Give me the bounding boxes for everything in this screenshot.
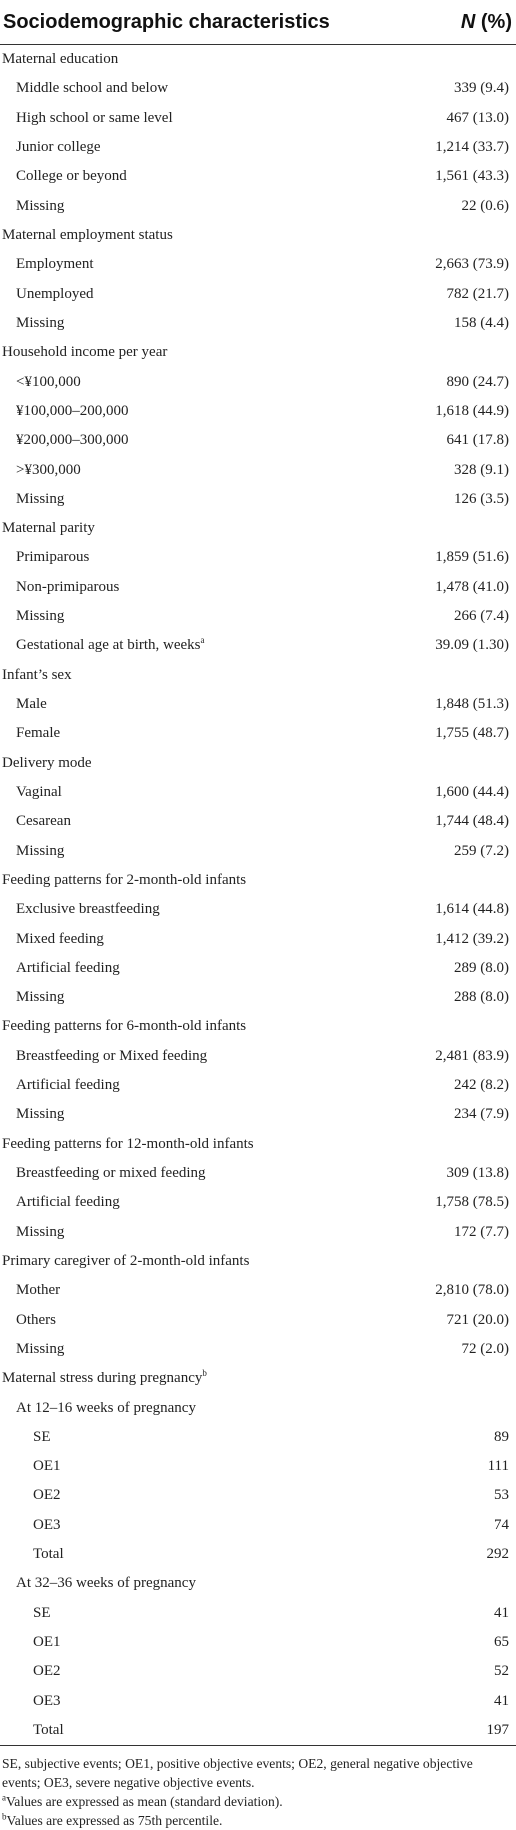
row-label-cell bbox=[0, 778, 380, 807]
row-label: Mixed feeding bbox=[16, 930, 104, 947]
table-row bbox=[0, 1657, 516, 1686]
footnote-a bbox=[2, 1792, 514, 1811]
footnote-marker: b bbox=[202, 1368, 207, 1379]
table-row bbox=[0, 426, 516, 455]
row-value bbox=[380, 45, 516, 75]
footnote-b-text: Values are expressed as 75th percentile. bbox=[6, 1813, 223, 1829]
table-row bbox=[0, 1335, 516, 1364]
row-value: 1,758 (78.5) bbox=[435, 1194, 509, 1211]
row-label-cell bbox=[0, 309, 380, 338]
row-label-cell bbox=[0, 924, 380, 953]
row-label: Missing bbox=[16, 490, 65, 507]
row-label-cell bbox=[0, 1012, 380, 1041]
row-label: Missing bbox=[16, 314, 65, 331]
table-row bbox=[0, 954, 516, 983]
row-value: 2,481 (83.9) bbox=[435, 1047, 509, 1064]
row-label-cell bbox=[0, 954, 380, 983]
row-value: 2,663 (73.9) bbox=[435, 256, 509, 273]
row-value bbox=[380, 1569, 516, 1598]
row-label-cell bbox=[0, 1335, 380, 1364]
table-row bbox=[0, 367, 516, 396]
row-label-cell bbox=[0, 514, 380, 543]
table-row bbox=[0, 74, 516, 103]
row-value: 197 bbox=[380, 1716, 516, 1746]
table-row bbox=[0, 1716, 516, 1746]
row-label-cell bbox=[0, 1393, 380, 1422]
table-row bbox=[0, 192, 516, 221]
table-row bbox=[0, 1159, 516, 1188]
row-label: OE2 bbox=[33, 1663, 61, 1680]
row-label: Total bbox=[33, 1721, 64, 1738]
table-row bbox=[0, 1481, 516, 1510]
row-label-cell bbox=[0, 192, 380, 221]
row-value: 1,412 (39.2) bbox=[435, 930, 509, 947]
row-label: ¥200,000–300,000 bbox=[16, 432, 129, 449]
row-label: Feeding patterns for 2-month-old infants bbox=[2, 871, 247, 888]
row-label-cell bbox=[0, 455, 380, 484]
table-row bbox=[0, 807, 516, 836]
row-label-cell bbox=[0, 1071, 380, 1100]
row-label: Others bbox=[16, 1311, 56, 1328]
table-row bbox=[0, 719, 516, 748]
row-value: 721 (20.0) bbox=[446, 1311, 509, 1328]
row-label: ¥100,000–200,000 bbox=[16, 402, 129, 419]
row-label-cell bbox=[0, 1540, 380, 1569]
row-label: Feeding patterns for 6-month-old infants bbox=[2, 1018, 247, 1035]
table-header-row bbox=[0, 0, 516, 45]
row-label-cell bbox=[0, 1100, 380, 1129]
table-row bbox=[0, 133, 516, 162]
table-row bbox=[0, 1071, 516, 1100]
table-row bbox=[0, 778, 516, 807]
table-row bbox=[0, 602, 516, 631]
table-row bbox=[0, 983, 516, 1012]
row-value: 65 bbox=[494, 1634, 509, 1651]
row-value: 1,561 (43.3) bbox=[435, 168, 509, 185]
row-label: Employment bbox=[16, 256, 94, 273]
table-group-row bbox=[0, 221, 516, 250]
row-value: 266 (7.4) bbox=[454, 608, 509, 625]
row-label: >¥300,000 bbox=[16, 461, 81, 478]
table-group-row bbox=[0, 1569, 516, 1598]
row-label: Artificial feeding bbox=[16, 1194, 120, 1211]
row-label-cell bbox=[0, 631, 380, 660]
row-label: OE3 bbox=[33, 1516, 61, 1533]
table-row bbox=[0, 280, 516, 309]
row-value: 890 (24.7) bbox=[446, 373, 509, 390]
row-value: 1,618 (44.9) bbox=[435, 402, 509, 419]
row-label: College or beyond bbox=[16, 168, 127, 185]
row-label-cell bbox=[0, 250, 380, 279]
row-label: Junior college bbox=[16, 139, 101, 156]
row-value: 234 (7.9) bbox=[454, 1106, 509, 1123]
row-value: 1,848 (51.3) bbox=[435, 696, 509, 713]
row-label: Missing bbox=[16, 1106, 65, 1123]
row-label: SE bbox=[33, 1604, 51, 1621]
row-label-cell bbox=[0, 485, 380, 514]
row-value bbox=[380, 661, 516, 690]
row-value: 1,614 (44.8) bbox=[435, 901, 509, 918]
row-label-cell bbox=[0, 895, 380, 924]
row-label: At 32–36 weeks of pregnancy bbox=[16, 1575, 196, 1592]
row-label: Total bbox=[33, 1546, 64, 1563]
row-label-cell bbox=[0, 1188, 380, 1217]
row-label-cell bbox=[0, 836, 380, 865]
row-value bbox=[380, 749, 516, 778]
row-value bbox=[380, 1364, 516, 1393]
column-header-characteristics: Sociodemographic characteristics bbox=[0, 0, 380, 45]
row-label: OE3 bbox=[33, 1692, 61, 1709]
row-value: 292 bbox=[486, 1546, 509, 1563]
row-value: 782 (21.7) bbox=[446, 285, 509, 302]
row-label: OE1 bbox=[33, 1634, 61, 1651]
row-value: 339 (9.4) bbox=[454, 80, 509, 97]
table-body bbox=[0, 45, 516, 1746]
row-label-cell bbox=[0, 1159, 380, 1188]
row-label: Vaginal bbox=[16, 783, 62, 800]
row-label-cell bbox=[0, 1276, 380, 1305]
row-label: Maternal stress during pregnancy bbox=[2, 1370, 203, 1387]
row-label: Maternal employment status bbox=[2, 227, 173, 244]
row-label: Breastfeeding or mixed feeding bbox=[16, 1165, 206, 1182]
row-label-cell bbox=[0, 367, 380, 396]
row-value: 1,478 (41.0) bbox=[435, 578, 509, 595]
row-value bbox=[380, 221, 516, 250]
footnote-a-text: Values are expressed as mean (standard deviation). bbox=[6, 1794, 283, 1810]
row-label-cell bbox=[0, 1657, 380, 1686]
row-value: 309 (13.8) bbox=[446, 1165, 509, 1182]
row-value bbox=[380, 514, 516, 543]
table-row bbox=[0, 1628, 516, 1657]
row-value: 172 (7.7) bbox=[454, 1223, 509, 1240]
row-label-cell bbox=[0, 1423, 380, 1452]
row-label-cell bbox=[0, 1569, 380, 1598]
footnote-b bbox=[2, 1811, 514, 1830]
table-row bbox=[0, 1423, 516, 1452]
table-row bbox=[0, 455, 516, 484]
table-row bbox=[0, 690, 516, 719]
row-label-cell bbox=[0, 280, 380, 309]
row-label-cell bbox=[0, 426, 380, 455]
row-value: 242 (8.2) bbox=[454, 1077, 509, 1094]
row-label-cell bbox=[0, 719, 380, 748]
row-label-cell bbox=[0, 1599, 380, 1628]
table-row bbox=[0, 1042, 516, 1071]
row-value: 1,755 (48.7) bbox=[435, 725, 509, 742]
row-value bbox=[380, 1393, 516, 1422]
row-value: 1,859 (51.6) bbox=[435, 549, 509, 566]
row-label-cell bbox=[0, 397, 380, 426]
row-value: 289 (8.0) bbox=[454, 959, 509, 976]
row-value: 288 (8.0) bbox=[454, 989, 509, 1006]
row-value bbox=[380, 1012, 516, 1041]
table-row bbox=[0, 1100, 516, 1129]
row-label: Gestational age at birth, weeks bbox=[16, 637, 201, 654]
row-label: Missing bbox=[16, 1340, 65, 1357]
row-label: Missing bbox=[16, 842, 65, 859]
row-label-cell bbox=[0, 1218, 380, 1247]
table-row bbox=[0, 631, 516, 660]
footnote-b-mark: b bbox=[2, 1811, 7, 1822]
row-label: Delivery mode bbox=[2, 754, 92, 771]
row-value: 53 bbox=[494, 1487, 509, 1504]
row-value: 22 (0.6) bbox=[461, 197, 509, 214]
table-group-row bbox=[0, 45, 516, 75]
row-label-cell bbox=[0, 661, 380, 690]
row-value: 52 bbox=[494, 1663, 509, 1680]
row-label: Artificial feeding bbox=[16, 1077, 120, 1094]
row-label: Unemployed bbox=[16, 285, 94, 302]
table-row bbox=[0, 1188, 516, 1217]
row-label: Missing bbox=[16, 608, 65, 625]
row-label-cell bbox=[0, 133, 380, 162]
row-value: 2,810 (78.0) bbox=[435, 1282, 509, 1299]
row-label-cell bbox=[0, 1452, 380, 1481]
row-label-cell bbox=[0, 162, 380, 191]
row-label-cell bbox=[0, 807, 380, 836]
row-label-cell bbox=[0, 1481, 380, 1510]
row-label-cell bbox=[0, 602, 380, 631]
row-label: OE1 bbox=[33, 1458, 61, 1475]
row-label-cell bbox=[0, 1042, 380, 1071]
row-label-cell bbox=[0, 338, 380, 367]
table-group-row bbox=[0, 866, 516, 895]
row-label: Maternal education bbox=[2, 51, 119, 68]
row-value: 72 (2.0) bbox=[461, 1340, 509, 1357]
table-group-row bbox=[0, 1364, 516, 1393]
row-label: <¥100,000 bbox=[16, 373, 81, 390]
row-value: 41 bbox=[494, 1692, 509, 1709]
table-row bbox=[0, 543, 516, 572]
table-group-row bbox=[0, 338, 516, 367]
row-value: 259 (7.2) bbox=[454, 842, 509, 859]
row-label: Feeding patterns for 12-month-old infants bbox=[2, 1135, 254, 1152]
row-label: Missing bbox=[16, 197, 65, 214]
row-label-cell bbox=[0, 1364, 380, 1393]
row-label-cell bbox=[0, 45, 380, 75]
row-value: 1,600 (44.4) bbox=[435, 783, 509, 800]
row-value: 126 (3.5) bbox=[454, 490, 509, 507]
row-value: 641 (17.8) bbox=[446, 432, 509, 449]
table-row bbox=[0, 1305, 516, 1334]
row-label-cell bbox=[0, 690, 380, 719]
row-value: 467 (13.0) bbox=[446, 109, 509, 126]
table-row bbox=[0, 309, 516, 338]
column-header-percent: (%) bbox=[475, 10, 512, 33]
row-label-cell bbox=[0, 74, 380, 103]
row-label-cell bbox=[0, 1247, 380, 1276]
row-value: 328 (9.1) bbox=[454, 461, 509, 478]
row-label: Missing bbox=[16, 989, 65, 1006]
table-row bbox=[0, 1511, 516, 1540]
table-group-row bbox=[0, 1130, 516, 1159]
row-label-cell bbox=[0, 1305, 380, 1334]
row-label: Primiparous bbox=[16, 549, 90, 566]
row-label: Exclusive breastfeeding bbox=[16, 901, 160, 918]
row-label: Missing bbox=[16, 1223, 65, 1240]
table-row bbox=[0, 1218, 516, 1247]
row-label-cell bbox=[0, 1511, 380, 1540]
row-value: 111 bbox=[487, 1458, 509, 1475]
row-label: Household income per year bbox=[2, 344, 168, 361]
row-label-cell bbox=[0, 749, 380, 778]
row-label: At 12–16 weeks of pregnancy bbox=[16, 1399, 196, 1416]
row-label-cell bbox=[0, 104, 380, 133]
row-label-cell bbox=[0, 1687, 380, 1716]
footnote-a-mark: a bbox=[2, 1792, 6, 1803]
row-label-cell bbox=[0, 866, 380, 895]
table-footnotes bbox=[0, 1746, 516, 1830]
row-label-cell bbox=[0, 543, 380, 572]
table-row bbox=[0, 162, 516, 191]
column-header-n: N bbox=[460, 10, 476, 33]
table-group-row bbox=[0, 1247, 516, 1276]
table-row bbox=[0, 1276, 516, 1305]
table-row bbox=[0, 104, 516, 133]
table-row bbox=[0, 485, 516, 514]
table-group-row bbox=[0, 749, 516, 778]
row-label: Middle school and below bbox=[16, 80, 169, 97]
table-row bbox=[0, 1452, 516, 1481]
row-label: Male bbox=[16, 696, 47, 713]
table-row bbox=[0, 250, 516, 279]
row-label: SE bbox=[33, 1428, 51, 1445]
row-label-cell bbox=[0, 1716, 380, 1746]
row-label: Breastfeeding or Mixed feeding bbox=[16, 1047, 208, 1064]
table-group-row bbox=[0, 661, 516, 690]
row-label: Primary caregiver of 2-month-old infants bbox=[2, 1252, 250, 1269]
table-row bbox=[0, 1540, 516, 1569]
row-value bbox=[380, 338, 516, 367]
table-group-row bbox=[0, 514, 516, 543]
row-label: Maternal parity bbox=[2, 520, 95, 537]
table-row bbox=[0, 1599, 516, 1628]
table-row bbox=[0, 397, 516, 426]
table-row bbox=[0, 924, 516, 953]
row-label-cell bbox=[0, 983, 380, 1012]
row-value: 158 (4.4) bbox=[454, 314, 509, 331]
row-value bbox=[380, 1247, 516, 1276]
footnote-abbreviations: SE, subjective events; OE1, positive objective events; OE2, general negative objective events; OE3, severe negative objective events. bbox=[2, 1756, 473, 1791]
row-value: 89 bbox=[494, 1428, 509, 1445]
row-label-cell bbox=[0, 1130, 380, 1159]
row-label: Mother bbox=[16, 1282, 61, 1299]
row-value bbox=[380, 1130, 516, 1159]
row-label: Infant’s sex bbox=[2, 666, 72, 683]
row-value: 74 bbox=[494, 1516, 509, 1533]
row-value: 41 bbox=[494, 1604, 509, 1621]
row-label: High school or same level bbox=[16, 109, 173, 126]
row-label: Female bbox=[16, 725, 61, 742]
table-row bbox=[0, 895, 516, 924]
table-row bbox=[0, 836, 516, 865]
row-label: Cesarean bbox=[16, 813, 71, 830]
row-label-cell bbox=[0, 1628, 380, 1657]
table-row bbox=[0, 1687, 516, 1716]
row-label: Non-primiparous bbox=[16, 578, 120, 595]
row-label: OE2 bbox=[33, 1487, 61, 1504]
row-value bbox=[380, 866, 516, 895]
row-label-cell bbox=[0, 573, 380, 602]
row-value: 1,214 (33.7) bbox=[435, 139, 509, 156]
table-group-row bbox=[0, 1393, 516, 1422]
row-value: 1,744 (48.4) bbox=[435, 813, 509, 830]
table-row bbox=[0, 573, 516, 602]
column-header-n-percent bbox=[380, 0, 516, 45]
table-group-row bbox=[0, 1012, 516, 1041]
footnote-marker: a bbox=[200, 635, 205, 646]
row-label: Artificial feeding bbox=[16, 959, 120, 976]
row-value: 39.09 (1.30) bbox=[435, 637, 509, 654]
row-label-cell bbox=[0, 221, 380, 250]
